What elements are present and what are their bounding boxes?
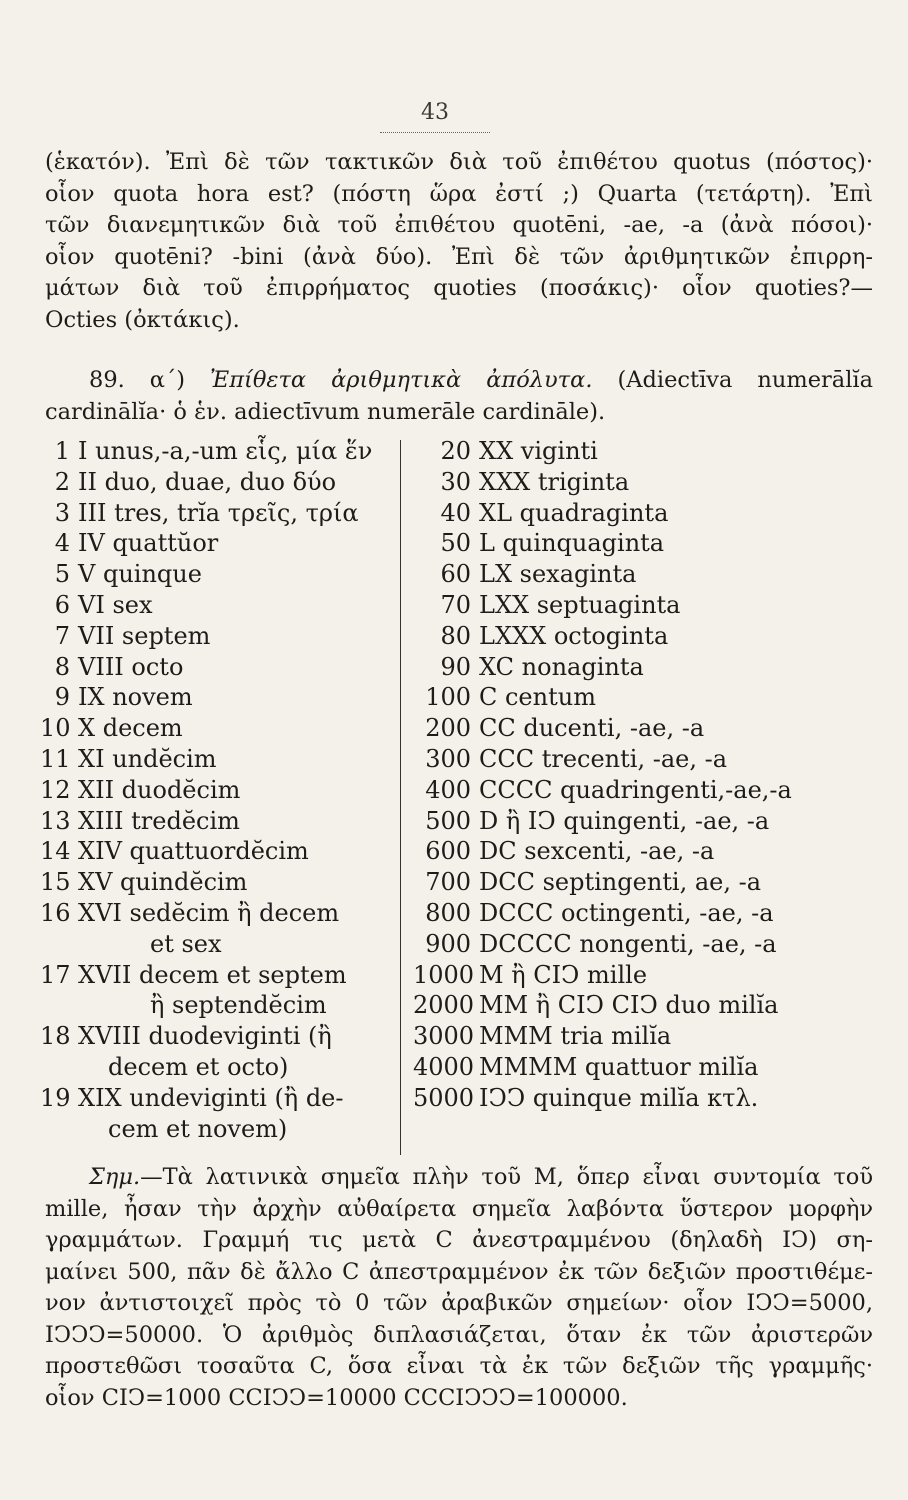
numeral-value: 1 xyxy=(54,437,70,465)
section-heading-line-1 xyxy=(45,365,873,397)
numeral-row xyxy=(40,652,398,683)
numeral-value: 90 xyxy=(440,652,471,681)
numeral-value: 15 xyxy=(40,868,71,897)
numeral-text: XIX undeviginti (ἢ de- xyxy=(78,1083,344,1112)
numeral-value: 14 xyxy=(40,837,71,866)
numeral-text: XVI sedĕcim ἢ decem xyxy=(78,898,340,927)
numeral-value: 18 xyxy=(40,1022,71,1051)
note-line: οἷον CIↃ=1000 CCIↃↃ=10000 CCCIↃↃↃ=100000. xyxy=(45,1384,628,1411)
note-paragraph xyxy=(45,1162,873,1414)
numeral-text: XIV quattuordĕcim xyxy=(78,837,309,866)
intro-paragraph xyxy=(45,147,873,336)
numeral-text: MMM tria milĭa xyxy=(479,1022,672,1051)
note-line xyxy=(45,1162,873,1194)
numeral-row xyxy=(413,1083,863,1114)
numeral-value: 16 xyxy=(40,898,71,927)
numeral-row xyxy=(40,621,398,652)
numeral-text: XIII tredĕcim xyxy=(78,806,240,835)
numeral-value: 17 xyxy=(40,960,71,989)
numeral-text: LXXX octoginta xyxy=(479,621,669,650)
numeral-row xyxy=(413,744,863,775)
numeral-row xyxy=(40,528,398,559)
numeral-row xyxy=(40,960,398,991)
numeral-value: 13 xyxy=(40,806,71,835)
note-line: νον ἀντιστοιχεῖ πρὸς τὸ 0 τῶν ἀραβικῶν σημείων· οἷον IↃↃ=5000, xyxy=(45,1290,873,1316)
section-number: 89. α΄) xyxy=(89,367,186,393)
intro-line: μάτων διὰ τοῦ ἐπιρρήματος quoties (ποσάκις)· οἷον quoties?— xyxy=(45,275,873,301)
numeral-row xyxy=(40,898,398,929)
numeral-value: 9 xyxy=(54,683,70,712)
numeral-text: XXX triginta xyxy=(479,467,630,496)
numeral-row xyxy=(413,652,863,683)
numeral-text: C centum xyxy=(479,683,596,712)
numeral-row xyxy=(40,867,398,898)
numeral-row xyxy=(413,806,863,837)
numeral-value: 12 xyxy=(40,775,71,804)
numerals-left-column xyxy=(40,436,398,1144)
numeral-text: XVII decem et septem xyxy=(78,960,347,989)
numeral-row xyxy=(413,867,863,898)
note-label: Σημ. xyxy=(89,1164,141,1190)
numeral-row xyxy=(40,806,398,837)
numeral-value: 400 xyxy=(425,775,471,804)
numeral-value: 900 xyxy=(425,929,471,958)
note-line: μαίνει 500, πᾶν δὲ ἄλλο C ἀπεστραμμένον ἐκ τῶν δεξιῶν προστιθέμε- xyxy=(45,1258,873,1285)
note-line: mille, ἦσαν τὴν ἀρχὴν αὐθαίρετα σημεῖα λαβόντα ὕστερον μορφὴν xyxy=(45,1195,873,1222)
numeral-text: XL quadraginta xyxy=(479,498,669,527)
numeral-row xyxy=(413,590,863,621)
numeral-text: XVIII duodeviginti (ἢ xyxy=(78,1022,332,1051)
numeral-value: 100 xyxy=(425,683,471,712)
column-divider xyxy=(400,440,401,1155)
numeral-row xyxy=(40,498,398,529)
numeral-text: DCCC octingenti, -ae, -a xyxy=(479,898,774,927)
numeral-value: 6 xyxy=(54,590,70,619)
numeral-text: XI undĕcim xyxy=(78,744,217,773)
numeral-text: I unus,-a,-um εἷς, μία ἕν xyxy=(78,437,373,465)
intro-line: (ἑκατόν). Ἐπὶ δὲ τῶν τακτικῶν διὰ τοῦ ἐπιθέτου quotus (πόστος)· xyxy=(45,149,873,175)
numeral-row xyxy=(40,1083,398,1114)
numeral-text: CCCC quadringenti,-ae,-a xyxy=(479,775,792,804)
numeral-row xyxy=(40,467,398,498)
numeral-row xyxy=(413,682,863,713)
numeral-row xyxy=(413,559,863,590)
intro-line: τῶν διανεμητικῶν διὰ τοῦ ἐπιθέτου quotēni, -ae, -a (ἀνὰ πόσοι)· xyxy=(45,212,873,238)
note-line: IↃↃↃ=50000. Ὁ ἀριθμὸς διπλασιάζεται, ὅταν ἐκ τῶν ἀριστερῶν xyxy=(45,1321,873,1348)
numeral-row xyxy=(413,1052,863,1083)
numeral-value: 7 xyxy=(54,621,70,650)
numeral-text: DCCCC nongenti, -ae, -a xyxy=(479,929,777,958)
page-number-rule xyxy=(380,132,490,133)
numeral-text: XC nonaginta xyxy=(479,652,644,681)
intro-line: Octies (ὀκτάκις). xyxy=(45,306,240,333)
numeral-value: 4000 xyxy=(413,1052,475,1081)
numeral-row xyxy=(40,436,398,467)
numeral-row xyxy=(413,898,863,929)
numeral-row xyxy=(40,1021,398,1052)
numeral-text: L quinquaginta xyxy=(479,529,665,558)
numeral-value: 3 xyxy=(54,498,70,527)
numeral-value: 30 xyxy=(440,467,471,496)
numeral-value: 600 xyxy=(425,837,471,866)
numeral-value: 8 xyxy=(54,652,70,681)
numeral-row xyxy=(40,559,398,590)
note-line-text: —Τὰ λατινικὰ σημεῖα πλὴν τοῦ M, ὅπερ εἶναι συντομία τοῦ xyxy=(140,1164,873,1190)
numeral-text: DCC septingenti, ae, -a xyxy=(479,868,762,897)
numeral-text: III tres, trĭa τρεῖς, τρία xyxy=(78,498,359,527)
numeral-continuation: et sex xyxy=(150,929,222,958)
numeral-text: XX viginti xyxy=(479,437,598,465)
numeral-value: 300 xyxy=(425,744,471,773)
numeral-text: D ἢ IↃ quingenti, -ae, -a xyxy=(479,806,770,835)
numeral-row xyxy=(413,775,863,806)
numeral-text: II duo, duae, duo δύο xyxy=(78,467,337,496)
numeral-value: 1000 xyxy=(413,960,475,989)
numeral-text: IↃↃ quinque milĭa κτλ. xyxy=(479,1083,759,1112)
numeral-value: 50 xyxy=(440,529,471,558)
numeral-text: X decem xyxy=(78,714,183,743)
section-title-rest: (Adiectīva numerālĭa xyxy=(617,367,874,393)
numeral-value: 5 xyxy=(54,560,70,589)
numeral-continuation: decem et octo) xyxy=(108,1052,289,1081)
numeral-value: 40 xyxy=(440,498,471,527)
numeral-row xyxy=(40,713,398,744)
numeral-text: MM ἢ CIↃ CIↃ duo milĭa xyxy=(479,991,779,1020)
numeral-value: 2 xyxy=(54,467,70,496)
numerals-right-column xyxy=(413,436,863,1114)
numeral-text: VII septem xyxy=(78,621,211,650)
numeral-value: 700 xyxy=(425,868,471,897)
numeral-row xyxy=(413,498,863,529)
numeral-text: IV quattŭor xyxy=(78,529,219,558)
numeral-row xyxy=(413,929,863,960)
note-line: γραμμάτων. Γραμμή τις μετὰ C ἀνεστραμμένου (δηλαδὴ IↃ) ση- xyxy=(45,1227,873,1253)
note-line: προστεθῶσι τοσαῦτα C, ὅσα εἶναι τὰ ἐκ τῶν δεξιῶν τῆς γραμμῆς· xyxy=(45,1353,873,1379)
numeral-row xyxy=(413,990,863,1021)
numeral-value: 2000 xyxy=(413,991,475,1020)
numeral-value: 10 xyxy=(40,714,71,743)
numeral-row xyxy=(413,836,863,867)
numeral-text: LXX septuaginta xyxy=(479,590,681,619)
numeral-row xyxy=(413,960,863,991)
numeral-text: MMMM quattuor milĭa xyxy=(479,1052,759,1081)
numeral-value: 80 xyxy=(440,621,471,650)
numeral-row xyxy=(40,682,398,713)
numeral-text: VIII octo xyxy=(78,652,184,681)
numeral-value: 500 xyxy=(425,806,471,835)
numeral-value: 20 xyxy=(440,437,471,465)
numeral-text: CCC trecenti, -ae, -a xyxy=(479,744,728,773)
numeral-value: 3000 xyxy=(413,1022,475,1051)
numeral-row xyxy=(413,1021,863,1052)
numeral-row xyxy=(40,590,398,621)
numeral-text: XII duodĕcim xyxy=(78,775,241,804)
numeral-value: 200 xyxy=(425,714,471,743)
intro-line: οἷον quota hora est? (πόστη ὥρα ἐστί ;) Quarta (τετάρτη). Ἐπὶ xyxy=(45,180,873,207)
section-title: Ἐπίθετα ἀριθμητικὰ ἀπόλυτα. xyxy=(210,367,593,393)
numeral-row xyxy=(413,436,863,467)
page-number: 43 xyxy=(421,100,449,125)
numeral-text: IX novem xyxy=(78,683,193,712)
numeral-row xyxy=(40,744,398,775)
numeral-text: XV quindĕcim xyxy=(78,868,248,897)
numeral-value: 11 xyxy=(40,744,71,773)
numeral-row xyxy=(413,621,863,652)
section-heading xyxy=(45,365,873,428)
numeral-row xyxy=(413,467,863,498)
numeral-text: CC ducenti, -ae, -a xyxy=(479,714,705,743)
numeral-value: 70 xyxy=(440,590,471,619)
numerals-table xyxy=(40,436,830,1156)
numeral-value: 5000 xyxy=(413,1083,475,1112)
numeral-value: 19 xyxy=(40,1083,71,1112)
numeral-text: M ἢ CIↃ mille xyxy=(479,960,648,989)
numeral-value: 4 xyxy=(54,529,70,558)
numeral-text: V quinque xyxy=(78,560,202,589)
numeral-row xyxy=(413,528,863,559)
numeral-text: LX sexaginta xyxy=(479,560,637,589)
section-heading-line-2: cardinālĭa· ὁ ἑν. adiectīvum numerāle cardināle). xyxy=(45,398,606,425)
numeral-row xyxy=(413,713,863,744)
numeral-continuation: ἢ septendĕcim xyxy=(150,991,327,1020)
numeral-value: 800 xyxy=(425,898,471,927)
numeral-value: 60 xyxy=(440,560,471,589)
numeral-continuation: cem et novem) xyxy=(108,1114,288,1143)
numeral-row xyxy=(40,836,398,867)
numeral-text: DC sexcenti, -ae, -a xyxy=(479,837,715,866)
intro-line: οἷον quotēni? -bini (ἀνὰ δύο). Ἐπὶ δὲ τῶν ἀριθμητικῶν ἐπιρρη- xyxy=(45,243,873,270)
numeral-row xyxy=(40,775,398,806)
numeral-text: VI sex xyxy=(78,590,153,619)
